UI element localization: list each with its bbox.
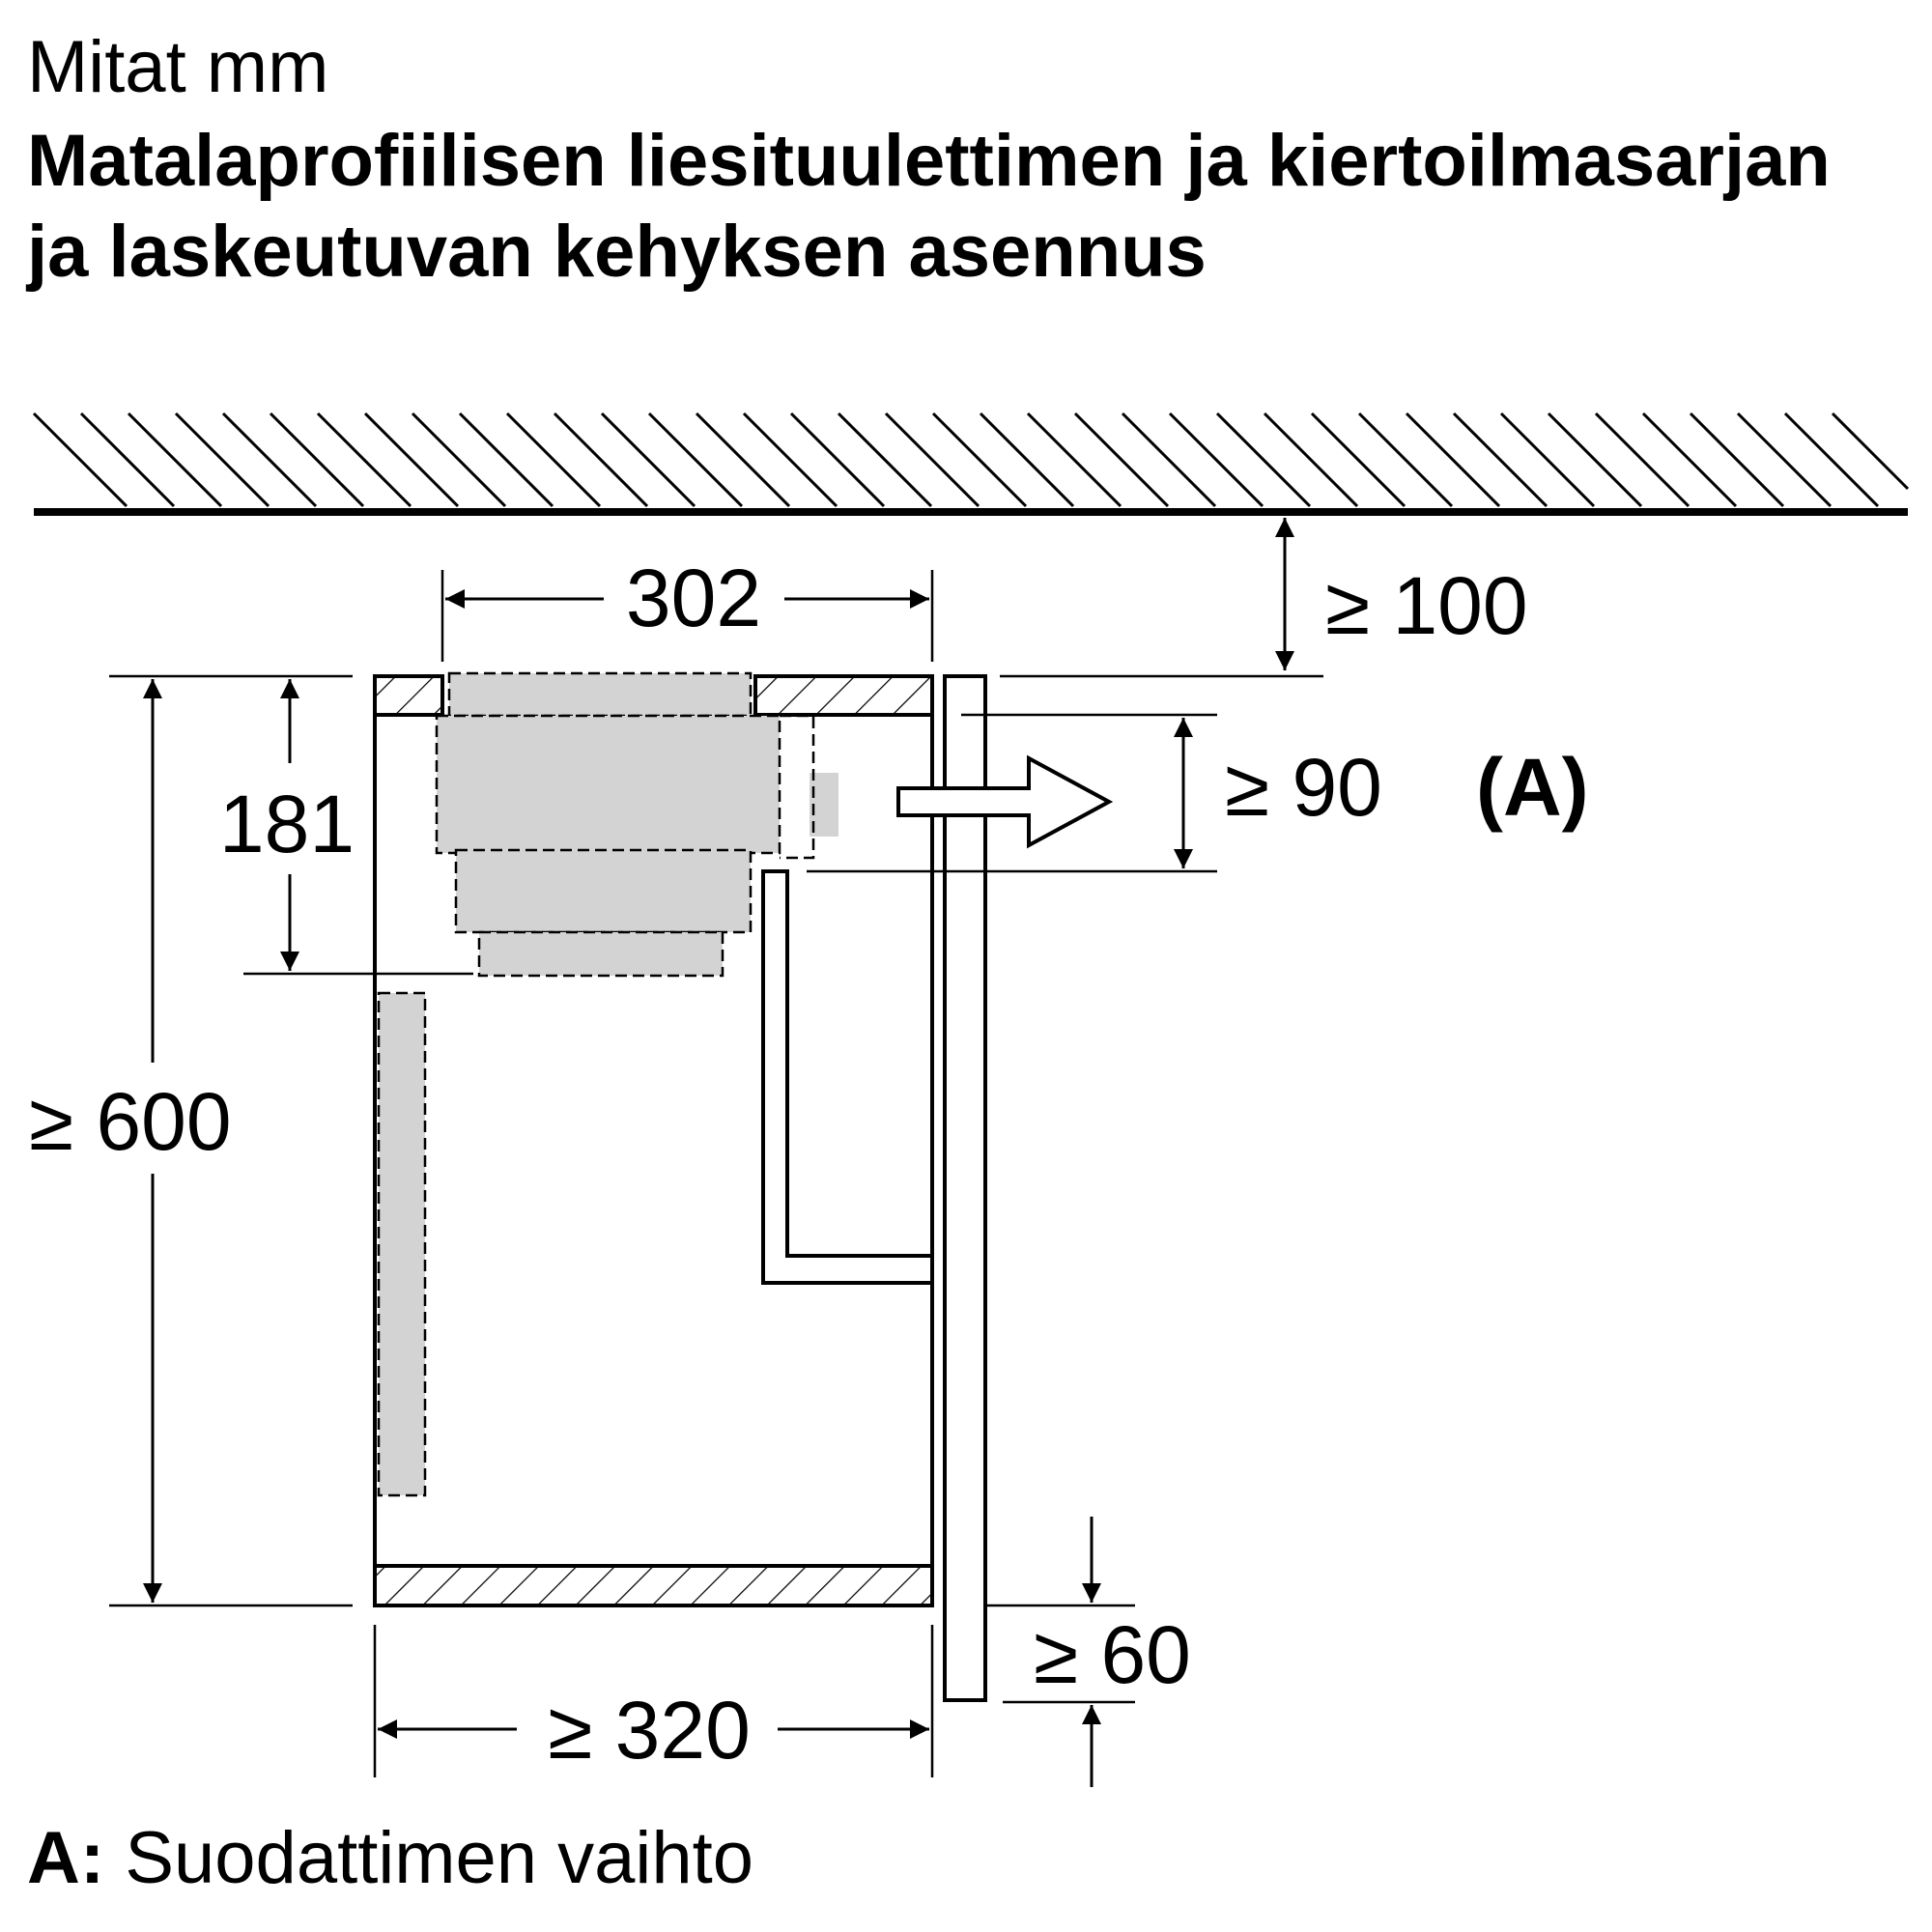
page-title: Matalaprofiilisen liesituulettimen ja kiertoilmasarjan ja laskeutuvan kehyksen asennus [27, 120, 1831, 293]
ceiling-hatch-line [1406, 413, 1499, 506]
cabinet-bottom-panel [375, 1566, 932, 1605]
ceiling-hatch-line [318, 413, 411, 506]
dim-100-label: ≥ 100 [1325, 560, 1528, 651]
ceiling-hatch-line [696, 413, 789, 506]
ceiling-hatch-line [460, 413, 553, 506]
ceiling-hatch-line [838, 413, 931, 506]
descending-frame [379, 993, 425, 1495]
ceiling-hatch-line [1170, 413, 1263, 506]
ceiling-hatch-line [412, 413, 505, 506]
ceiling-hatch-line [34, 413, 127, 506]
ceiling-hatch-line [1738, 413, 1831, 506]
dim-600-label: ≥ 600 [29, 1076, 232, 1167]
dim-181-label: 181 [218, 779, 355, 869]
dim-60-label: ≥ 60 [1034, 1609, 1191, 1700]
ceiling-hatch-line [602, 413, 695, 506]
ceiling-hatch-line [1359, 413, 1452, 506]
ceiling-hatch-line [980, 413, 1073, 506]
ceiling-hatch-line [1217, 413, 1310, 506]
ceiling-hatch-line [886, 413, 979, 506]
hood-main-module [437, 716, 780, 853]
units-label: Mitat mm [27, 26, 329, 108]
ceiling-hatch-line [744, 413, 837, 506]
ceiling [34, 413, 1908, 512]
ceiling-hatch-line [1596, 413, 1689, 506]
cabinet-top-right-panel [755, 676, 932, 715]
ceiling-hatch-line [1312, 413, 1405, 506]
hood-top-module [449, 673, 751, 716]
dim-320-label: ≥ 320 [548, 1685, 751, 1776]
hood-lower-module [456, 850, 751, 932]
ceiling-hatch-line [1075, 413, 1168, 506]
cabinet-top-left-panel [375, 676, 442, 715]
ceiling-hatch-line [507, 413, 600, 506]
dim-90-label: ≥ 90 [1225, 742, 1382, 833]
ceiling-hatch-line [1643, 413, 1736, 506]
hood-bottom-module [479, 932, 723, 976]
ceiling-hatch-line [128, 413, 221, 506]
ceiling-hatch-line [176, 413, 269, 506]
ceiling-hatch-line [1264, 413, 1357, 506]
legend-key: A: [27, 1817, 105, 1899]
ceiling-hatch-line [81, 413, 174, 506]
ceiling-hatch-line [649, 413, 742, 506]
ceiling-hatch-line [365, 413, 458, 506]
cabinet-door [945, 676, 985, 1700]
ceiling-hatch-line [1501, 413, 1594, 506]
ceiling-hatch-line [933, 413, 1026, 506]
ceiling-hatch-line [270, 413, 363, 506]
filter-removal-arrow [898, 758, 1109, 845]
ceiling-hatch-line [791, 413, 884, 506]
ceiling-hatch-line [1122, 413, 1215, 506]
ceiling-hatch-line [1690, 413, 1783, 506]
ceiling-hatch-line [223, 413, 316, 506]
legend [27, 1816, 753, 1901]
ceiling-hatch-line [554, 413, 647, 506]
ceiling-hatch-line [1028, 413, 1121, 506]
legend-text: Suodattimen vaihto [125, 1817, 753, 1899]
service-marker-label: (A) [1476, 742, 1589, 833]
ceiling-hatch-line [1454, 413, 1547, 506]
ceiling-hatch-line [1833, 413, 1908, 489]
ceiling-hatch-line [1785, 413, 1878, 506]
inner-bracket [763, 871, 932, 1283]
dim-302-label: 302 [625, 553, 762, 643]
ceiling-hatch-line [1548, 413, 1641, 506]
